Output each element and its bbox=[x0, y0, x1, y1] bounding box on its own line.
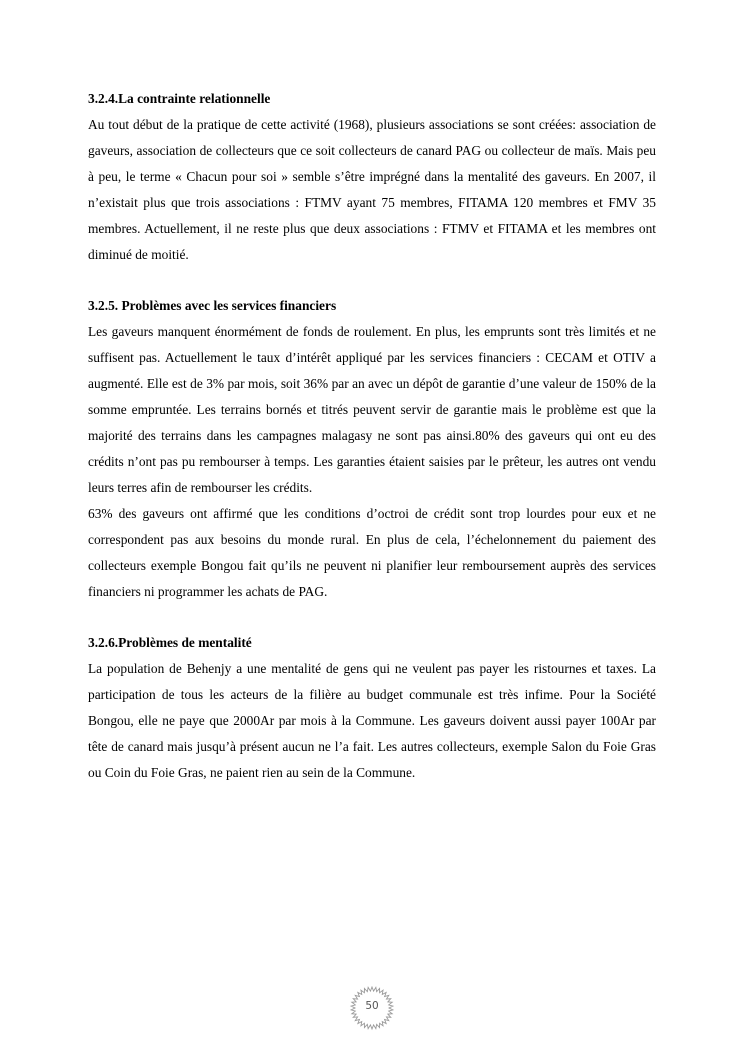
section-heading: 3.2.4.La contrainte relationnelle bbox=[88, 91, 271, 106]
section-heading: 3.2.6.Problèmes de mentalité bbox=[88, 635, 252, 651]
section-relational-constraint bbox=[88, 86, 656, 267]
page-number-badge bbox=[342, 986, 402, 1032]
page-number: 50 bbox=[365, 1000, 379, 1012]
section-paragraph: La population de Behenjy a une mentalité de gens qui ne veulent pas payer les ristournes et taxes. La participation de tous les acteurs de la filière au budget communale est très infime. Pour la Société Bongou, elle ne paye que 2000Ar par mois à la Commune. Les gaveurs doivent aussi payer 100Ar par tête de canard mais jusqu’à présent aucun ne l’a fait. Les autres collecteurs, exemple Salon du Foie Gras ou Coin du Foie Gras, ne paient rien au sein de la Commune. bbox=[88, 661, 656, 781]
section-paragraph: Les gaveurs manquent énormément de fonds de roulement. En plus, les emprunts sont très limités et ne suffisent pas. Actuellement le taux d’intérêt appliqué par les services financiers : CECAM et OTIV a augmenté. Elle est de 3% par mois, soit 36% par an avec un dépôt de garantie d’une valeur de 150% de la somme empruntée. Les terrains bornés et titrés peuvent servir de garantie mais le problème est que la majorité des terrains dans les campagnes malagasy ne sont pas ainsi.80% des gaveurs qui ont eu des crédits n’ont pas pu rembourser à temps. Les garanties étaient saisies par le prêteur, les autres ont vendu leurs terres afin de rembourser les crédits. bbox=[88, 324, 656, 495]
section-mentality bbox=[88, 630, 656, 786]
section-paragraph: 63% des gaveurs ont affirmé que les conditions d’octroi de crédit sont trop lourdes pour eux et ne correspondent pas aux besoins du monde rural. En plus de cela, l’échelonnement du paiement des collecteurs exemple Bongou fait qu’ils ne peuvent ni planifier leur remboursement auprès des services financiers ni programmer les achats de PAG. bbox=[88, 505, 656, 599]
section-heading: 3.2.5. Problèmes avec les services financiers bbox=[88, 298, 337, 314]
section-paragraph: Au tout début de la pratique de cette activité (1968), plusieurs associations se sont créées: association de gaveurs, association de collecteurs que ce soit collecteurs de canard PAG ou collecteur de maïs. Mais peu à peu, le terme « Chacun pour soi » semble s’être imprégné dans la mentalité des gaveurs. En 2007, il n’existait plus que trois associations : FTMV ayant 75 membres, FITAMA 120 membres et FMV 35 membres. Actuellement, il ne reste plus que deux associations : FTMV et FITAMA et les membres ont diminué de moitié. bbox=[88, 117, 656, 262]
section-financial-services bbox=[88, 293, 656, 604]
document-page bbox=[88, 86, 656, 812]
